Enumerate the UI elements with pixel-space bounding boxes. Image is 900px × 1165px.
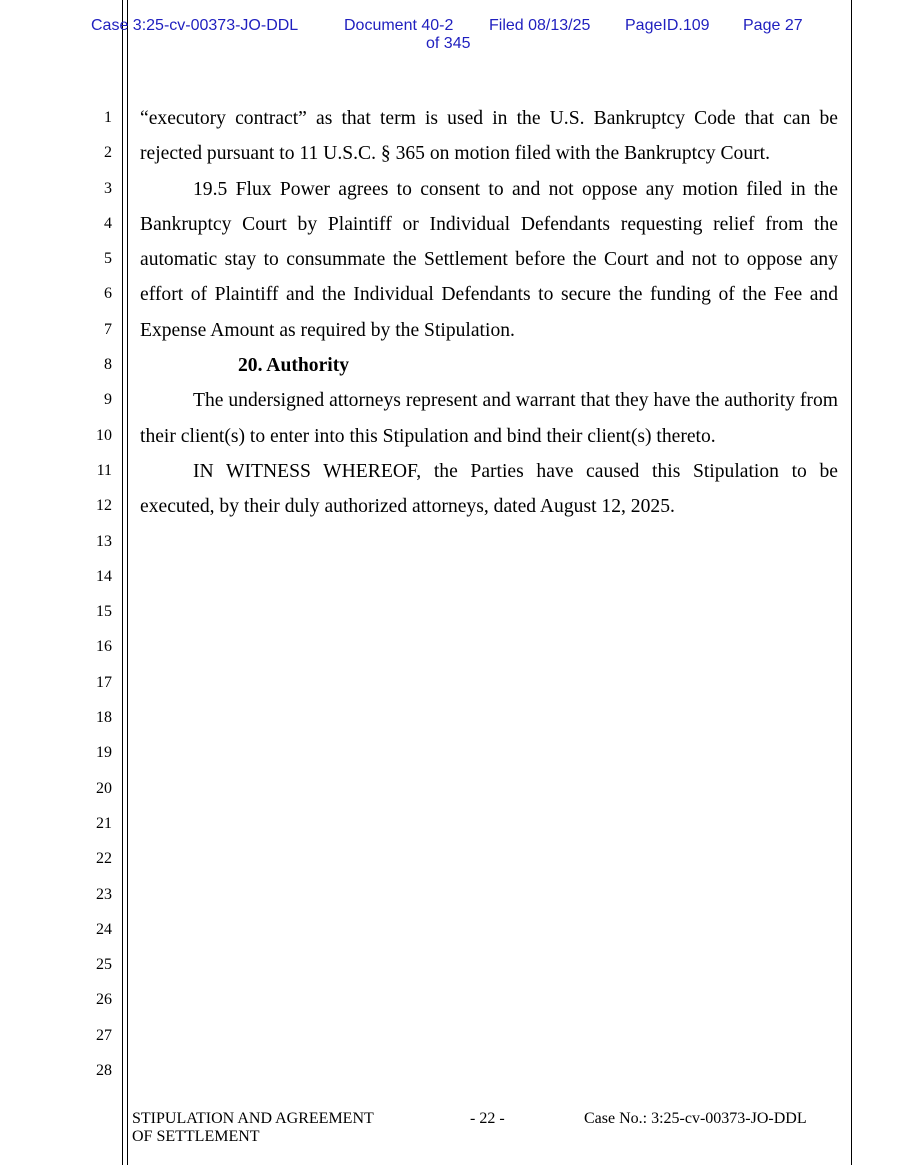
- line-number: 11: [96, 461, 112, 479]
- line-number: 7: [104, 320, 112, 338]
- line-number: 2: [104, 144, 112, 162]
- line-number: 8: [104, 356, 112, 374]
- line-number: 1: [104, 109, 112, 126]
- line-number: 21: [96, 814, 112, 832]
- ecf-page: Page 27: [743, 17, 803, 34]
- line-numbers: [80, 105, 112, 1093]
- paragraph-19-5: 19.5 Flux Power agrees to consent to and not oppose any motion filed in the Bankruptcy Court by Plaintiff or Individual Defendants requesting relief from the automatic stay to consummate the Settlement before the Court and not to oppose any effort of Plaintiff and the Individual Defendants to secure the funding of the Fee and Expense Amount as required by the Stipulation.: [140, 178, 838, 341]
- footer-page-number: - 22 -: [470, 1110, 505, 1127]
- line-number: 12: [96, 497, 112, 515]
- line-number: 10: [96, 426, 112, 444]
- line-number: 19: [96, 744, 112, 762]
- ecf-case-number: Case 3:25-cv-00373-JO-DDL: [91, 17, 299, 34]
- line-number: 23: [96, 885, 112, 903]
- line-number: 15: [96, 603, 112, 621]
- left-margin-rule-inner: [127, 0, 128, 1165]
- line-number: 20: [96, 779, 112, 797]
- paragraph-continued: “executory contract” as that term is used in the U.S. Bankruptcy Code that can be rejected pursuant to 11 U.S.C. § 365 on motion filed with the Bankruptcy Court.: [140, 108, 838, 165]
- line-number: 28: [96, 1062, 112, 1080]
- ecf-filed-date: Filed 08/13/25: [489, 17, 591, 34]
- section-heading-authority: 20. Authority: [238, 355, 350, 377]
- document-body: [140, 101, 838, 525]
- line-number: 16: [96, 638, 112, 656]
- footer-title-line: STIPULATION AND AGREEMENT: [132, 1110, 374, 1127]
- line-number: 18: [96, 709, 112, 727]
- footer-document-title: [132, 1110, 432, 1146]
- line-number: 9: [104, 391, 112, 409]
- line-number: 17: [96, 673, 112, 691]
- line-number: 25: [96, 956, 112, 974]
- paragraph-in-witness-whereof: IN WITNESS WHEREOF, the Parties have caused this Stipulation to be executed, by their duly authorized attorneys, dated August 12, 2025.: [140, 460, 838, 518]
- footer-title-line: OF SETTLEMENT: [132, 1128, 260, 1145]
- line-number: 27: [96, 1026, 112, 1044]
- footer-case-number: Case No.: 3:25-cv-00373-JO-DDL: [584, 1110, 807, 1127]
- left-margin-rule-outer: [122, 0, 123, 1165]
- line-number: 26: [96, 991, 112, 1009]
- ecf-page-id: PageID.109: [625, 17, 710, 34]
- line-number: 5: [104, 250, 112, 268]
- right-margin-rule: [851, 0, 852, 1165]
- ecf-header: [0, 17, 900, 53]
- ecf-total-pages: of 345: [426, 35, 471, 52]
- paragraph-authority: The undersigned attorneys represent and warrant that they have the authority from their client(s) to enter into this Stipulation and bind their client(s) thereto.: [140, 390, 838, 447]
- line-number: 6: [104, 285, 112, 303]
- line-number: 4: [104, 214, 112, 232]
- line-number: 13: [96, 532, 112, 550]
- line-number: 14: [96, 567, 112, 585]
- line-number: 22: [96, 850, 112, 868]
- ecf-document-number: Document 40-2: [344, 17, 454, 34]
- line-number: 24: [96, 920, 112, 938]
- line-number: 3: [104, 179, 112, 197]
